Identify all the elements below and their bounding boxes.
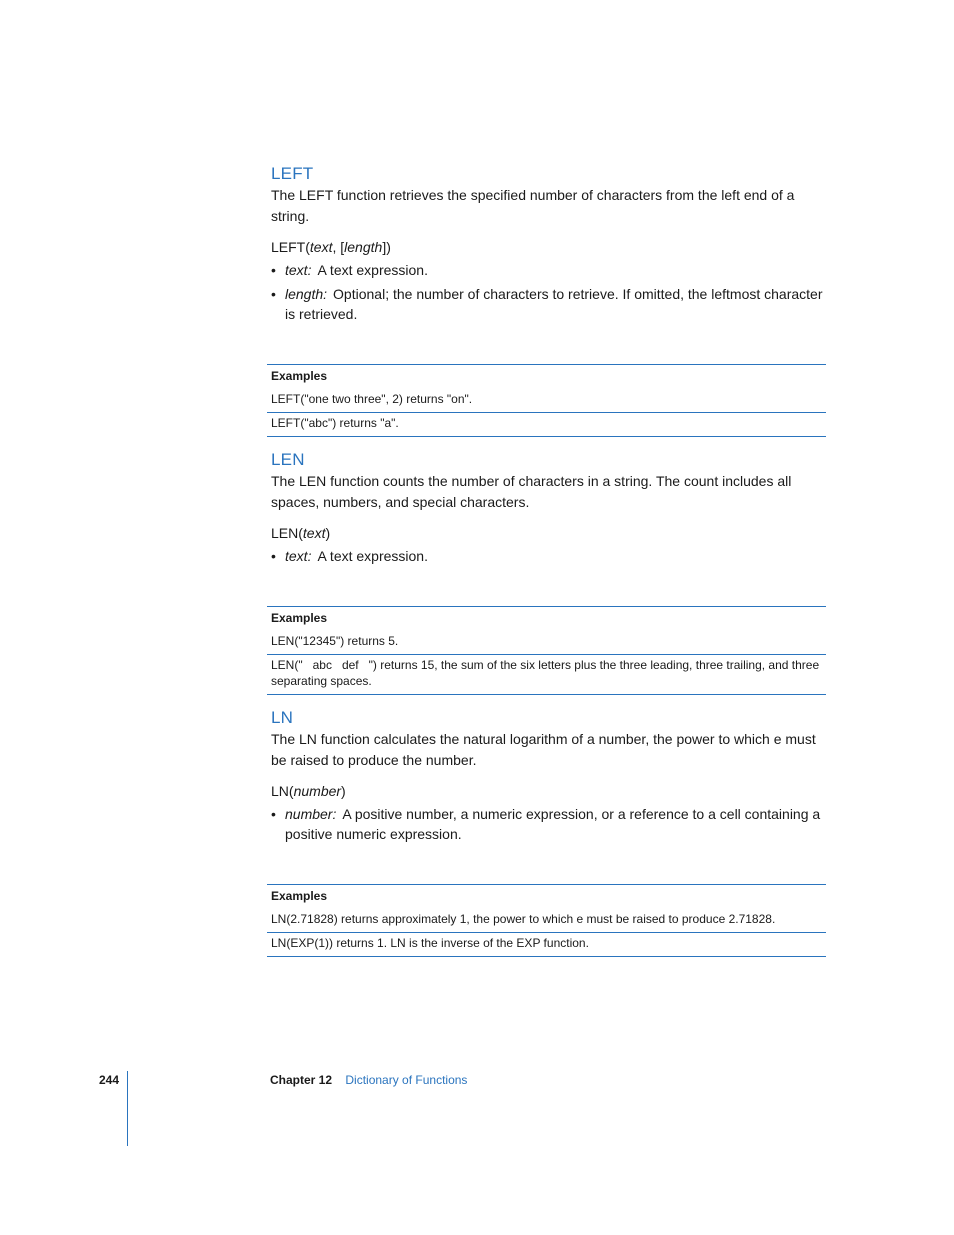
examples-header: Examples bbox=[271, 369, 328, 383]
syntax-arg: number bbox=[293, 783, 342, 799]
chapter-label: Chapter 12 bbox=[270, 1073, 333, 1087]
section-ln bbox=[271, 708, 825, 848]
argument-text: Optional; the number of characters to retrieve. If omitted, the leftmost character is retrieved. bbox=[285, 286, 823, 322]
examples-table-ln bbox=[267, 884, 826, 957]
examples-table-left bbox=[267, 364, 826, 437]
syntax-function: LEN bbox=[271, 525, 299, 541]
description-left: The LEFT function retrieves the specified number of characters from the left end of a string. bbox=[271, 187, 795, 224]
syntax-arg: length bbox=[344, 239, 383, 255]
examples-header: Examples bbox=[271, 889, 328, 903]
syntax-len bbox=[271, 523, 825, 543]
argument-text: A positive number, a numeric expression, or a reference to a cell containing a positive numeric expression. bbox=[285, 806, 821, 842]
syntax-paren: ( bbox=[298, 525, 303, 541]
syntax-function: LEFT bbox=[271, 239, 306, 255]
examples-header: Examples bbox=[271, 611, 328, 625]
argument-item bbox=[271, 804, 825, 844]
syntax-paren: ) bbox=[341, 783, 346, 799]
examples-table-len bbox=[267, 606, 826, 695]
argument-item bbox=[271, 284, 825, 324]
argument-list bbox=[271, 260, 825, 324]
argument-term: text: bbox=[285, 548, 312, 564]
example-row: LEN("12345") returns 5. bbox=[267, 631, 826, 655]
footer-divider bbox=[127, 1071, 128, 1146]
description-ln: The LN function calculates the natural logarithm of a number, the power to which e must be raised to produce the number. bbox=[271, 731, 816, 768]
argument-text: A text expression. bbox=[317, 548, 428, 564]
example-row: LEN(" abc def ") returns 15, the sum of the six letters plus the three leading, three trailing, and three separating spaces. bbox=[267, 655, 826, 695]
description-len: The LEN function counts the number of characters in a string. The count includes all spaces, numbers, and special characters. bbox=[271, 473, 792, 510]
syntax-sep: , [ bbox=[332, 239, 345, 255]
argument-text: A text expression. bbox=[317, 262, 428, 278]
syntax-ln bbox=[271, 781, 825, 801]
chapter-title: Dictionary of Functions bbox=[345, 1073, 468, 1087]
section-len bbox=[271, 450, 825, 570]
heading-left: LEFT bbox=[271, 164, 314, 183]
example-row: LN(EXP(1)) returns 1. LN is the inverse of the EXP function. bbox=[267, 933, 826, 957]
example-row: LEFT("one two three", 2) returns "on". bbox=[267, 389, 826, 413]
argument-item bbox=[271, 546, 825, 566]
argument-term: number: bbox=[285, 806, 337, 822]
page-number: 244 bbox=[99, 1073, 120, 1087]
section-left bbox=[271, 164, 825, 328]
argument-list bbox=[271, 804, 825, 844]
syntax-function: LN bbox=[271, 783, 289, 799]
heading-ln: LN bbox=[271, 708, 294, 727]
argument-term: length: bbox=[285, 286, 328, 302]
syntax-paren: ]) bbox=[382, 239, 391, 255]
syntax-paren: ( bbox=[305, 239, 310, 255]
example-row: LN(2.71828) returns approximately 1, the power to which e must be raised to produce 2.71828. bbox=[267, 909, 826, 933]
argument-list bbox=[271, 546, 825, 566]
example-row: LEFT("abc") returns "a". bbox=[267, 413, 826, 437]
argument-term: text: bbox=[285, 262, 312, 278]
syntax-left bbox=[271, 237, 825, 257]
footer-chapter bbox=[270, 1073, 467, 1087]
syntax-arg: text bbox=[309, 239, 333, 255]
argument-item bbox=[271, 260, 825, 280]
syntax-paren: ) bbox=[325, 525, 331, 541]
syntax-arg: text bbox=[302, 525, 326, 541]
heading-len: LEN bbox=[271, 450, 305, 469]
syntax-paren: ( bbox=[288, 783, 294, 799]
